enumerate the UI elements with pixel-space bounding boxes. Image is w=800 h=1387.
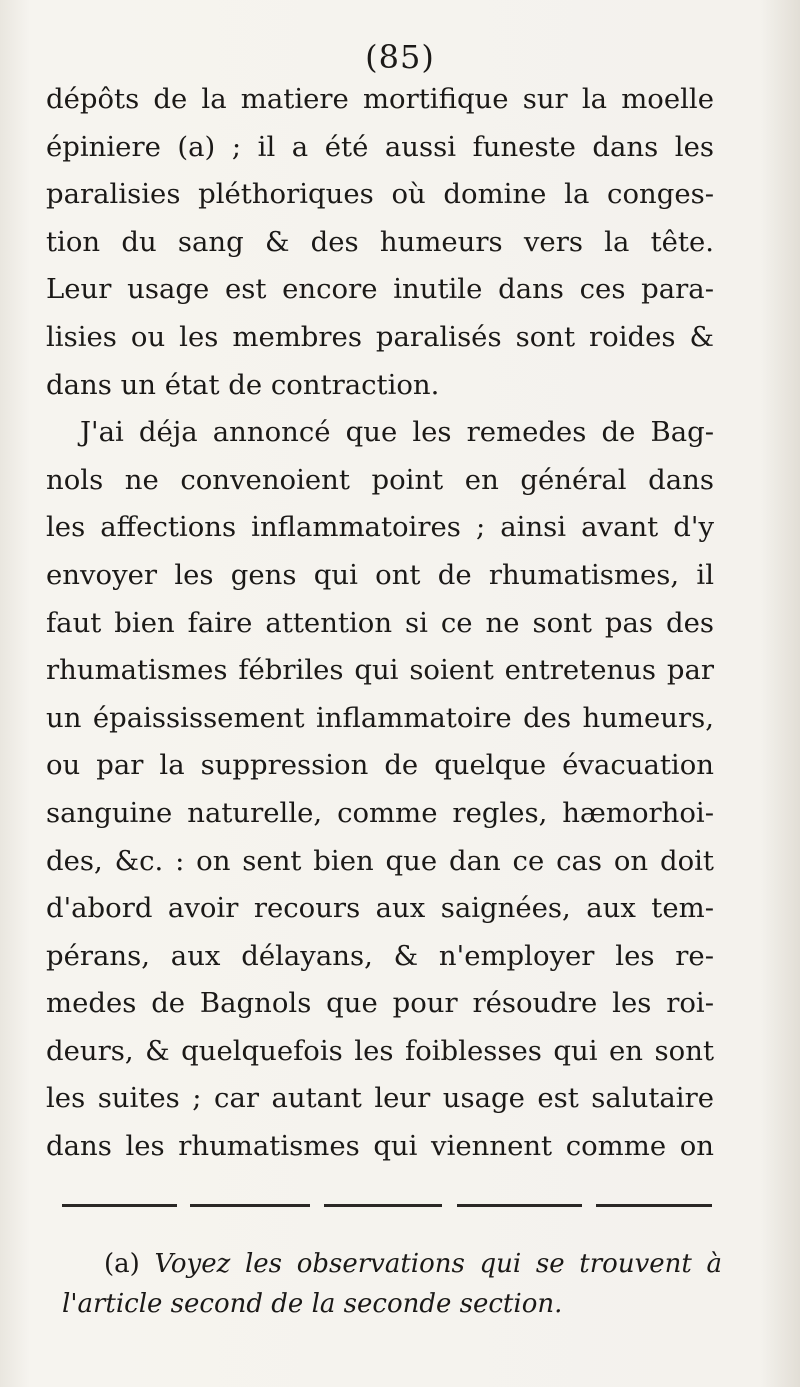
text-line: nols ne convenoient point en général dans xyxy=(46,463,714,496)
footnote-line xyxy=(62,1244,722,1284)
text-line: rhumatismes fébriles qui soient entretenus par xyxy=(46,654,714,687)
footnote-marker: (a) xyxy=(104,1249,140,1279)
text-line: ou par la suppression de quelque évacuation xyxy=(46,749,714,782)
paragraph-end-line: dans un état de contraction. xyxy=(46,368,440,401)
footnote-text: Voyez les observations qui se trouvent à xyxy=(154,1249,722,1279)
text-line: dans les rhumatismes qui viennent comme on xyxy=(46,1130,714,1163)
footnote xyxy=(62,1244,722,1324)
text-line: faut bien faire attention si ce ne sont pas des xyxy=(46,606,714,639)
text-line: des, &c. : on sent bien que dan ce cas on doit xyxy=(46,844,714,877)
separator-segment xyxy=(324,1204,442,1207)
text-line: sanguine naturelle, comme regles, hæmorhoi- xyxy=(46,796,714,829)
paragraph-start-line: J'ai déja annoncé que les remedes de Bag- xyxy=(80,416,714,449)
text-line: paralisies pléthoriques où domine la conges- xyxy=(46,178,714,211)
separator-segment xyxy=(457,1204,582,1207)
text-line: Leur usage est encore inutile dans ces para- xyxy=(46,273,714,306)
text-line: dépôts de la matiere mortifique sur la moelle xyxy=(46,83,714,115)
footnote-separator xyxy=(62,1204,712,1207)
text-line: envoyer les gens qui ont de rhumatismes, il xyxy=(46,558,714,591)
text-line: épiniere (a) ; il a été aussi funeste dans les xyxy=(46,130,714,163)
text-line: deurs, & quelquefois les foiblesses qui en sont xyxy=(46,1034,714,1067)
text-line: d'abord avoir recours aux saignées, aux tem- xyxy=(46,892,714,925)
separator-segment xyxy=(596,1204,712,1207)
text-line: les affections inflammatoires ; ainsi avant d'y xyxy=(46,511,714,544)
separator-segment xyxy=(62,1204,177,1207)
text-line: un épaississement inflammatoire des humeurs, xyxy=(46,701,714,734)
text-line: medes de Bagnols que pour résoudre les roi- xyxy=(46,987,714,1020)
body-text xyxy=(46,76,714,1171)
text-line: tion du sang & des humeurs vers la tête. xyxy=(46,225,714,258)
separator-segment xyxy=(190,1204,310,1207)
footnote-line: l'article second de la seconde section. xyxy=(62,1289,563,1319)
text-line: les suites ; car autant leur usage est salutaire xyxy=(46,1082,714,1115)
text-line: lisies ou les membres paralisés sont roides & xyxy=(46,320,714,353)
page-number: (85) xyxy=(365,38,435,76)
text-line: pérans, aux délayans, & n'employer les re- xyxy=(46,939,714,972)
